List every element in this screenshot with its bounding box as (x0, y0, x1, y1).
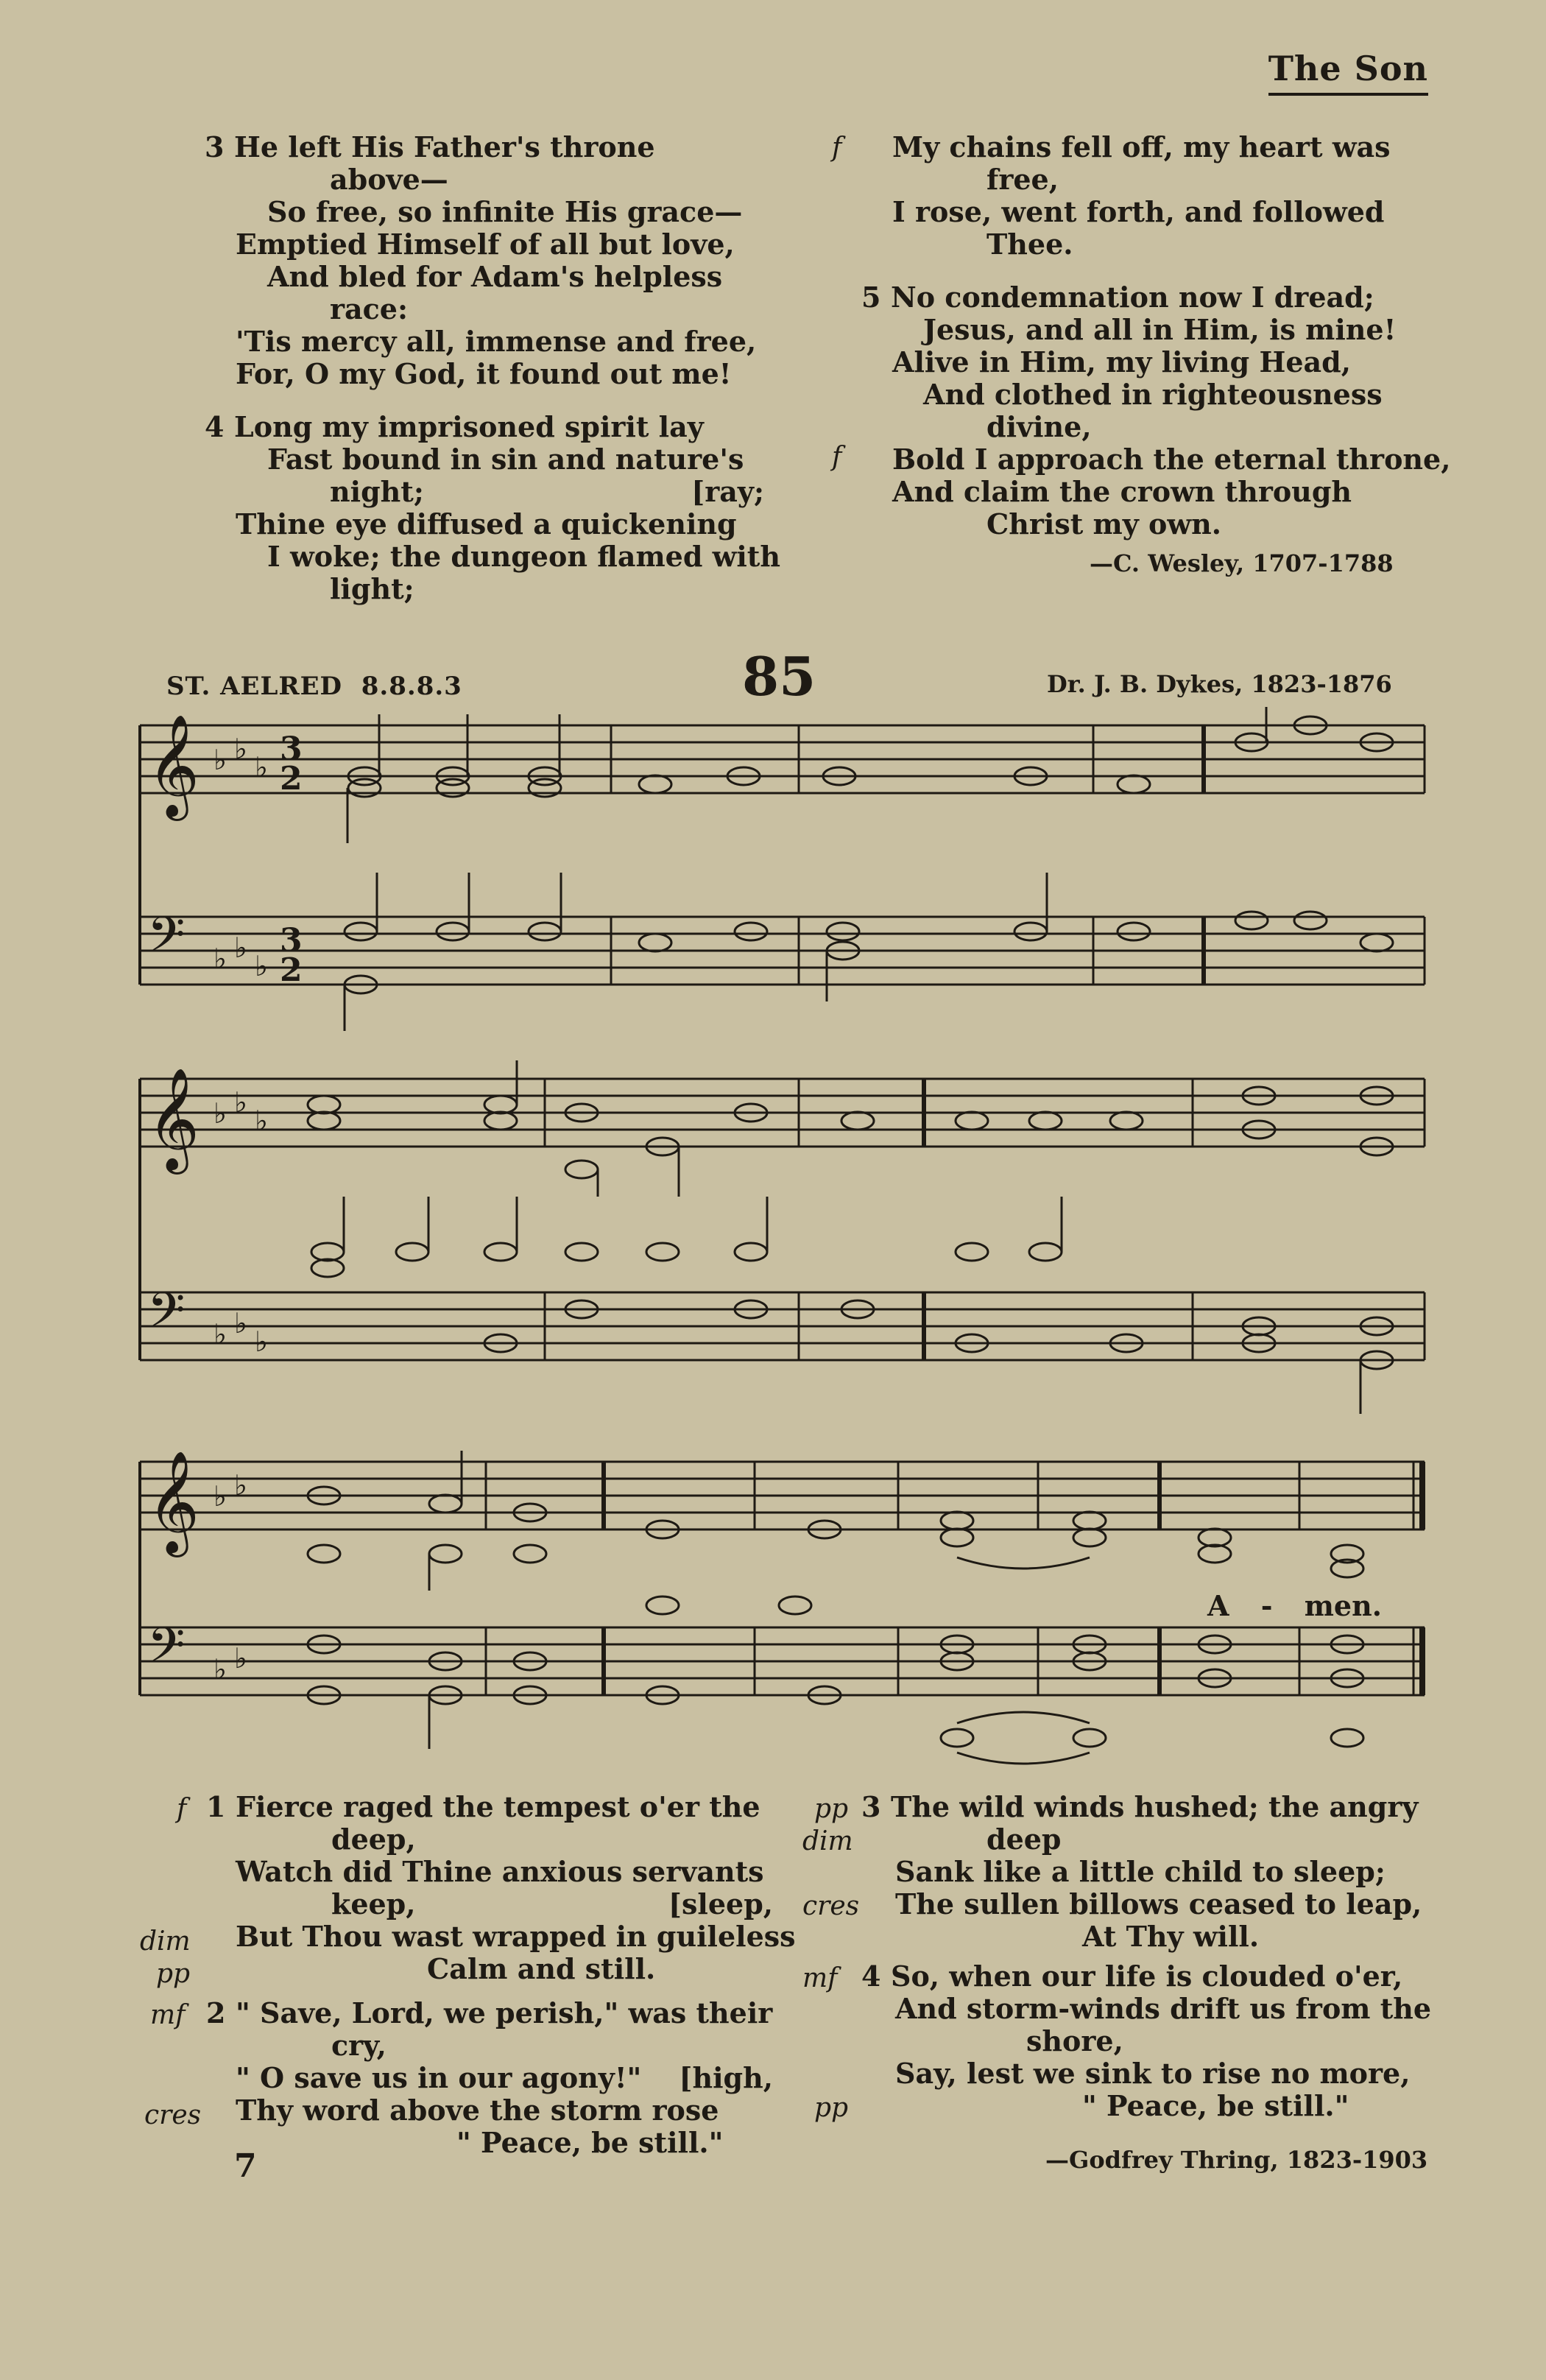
svg-text:♭: ♭ (234, 733, 247, 765)
svg-text:♭: ♭ (255, 1105, 268, 1137)
verse-number: 4 (205, 410, 225, 443)
svg-text:𝄞: 𝄞 (147, 714, 200, 817)
svg-text:♭: ♭ (255, 751, 268, 784)
verse-1: f 1 Fierce raged the tempest o'er the deep, Watch did Thine anxious servants keep, [sleep, But Thou wast wrapped in guileless Calm and still. dim pp (140, 1790, 796, 1989)
svg-text:𝄢: 𝄢 (147, 1617, 186, 1686)
page-number: 7 (234, 2147, 257, 2185)
svg-text:♭: ♭ (234, 1642, 247, 1675)
svg-text:♭: ♭ (213, 1653, 227, 1686)
verse-number: 3 (861, 1790, 881, 1823)
svg-text:♭: ♭ (234, 1469, 247, 1501)
svg-text:𝄢: 𝄢 (147, 1282, 186, 1351)
svg-text:♭: ♭ (255, 1325, 268, 1358)
svg-text:𝄢: 𝄢 (147, 906, 186, 975)
tune-name: ST. AELRED 8.8.8.3 (166, 672, 462, 701)
author-attribution: —Godfrey Thring, 1823-1903 (1045, 2146, 1428, 2174)
dynamic-mark: f (832, 133, 842, 163)
music-system-2 (0, 1060, 1546, 1443)
music-system-1 (0, 707, 1546, 1046)
svg-text:2: 2 (280, 951, 303, 989)
svg-text:♭: ♭ (255, 950, 268, 982)
verse-4: 4 Long my imprisoned spirit lay Fast bound in sin and nature's night; [ray; Thine eye diffused a quickening I woke; the dungeon flamed with light; (205, 410, 780, 605)
verse-number: 4 (861, 1960, 881, 1993)
svg-text:2: 2 (280, 760, 303, 798)
composer: Dr. J. B. Dykes, 1823-1876 (1047, 670, 1392, 698)
svg-text:♭: ♭ (213, 1097, 227, 1130)
svg-text:♭: ♭ (234, 1086, 247, 1119)
verse-3: pp 3 The wild winds hushed; the angry deep Sank like a little child to sleep; The sullen billows ceased to leap, At Thy will. dim cres (802, 1790, 1422, 1953)
svg-text:♭: ♭ (234, 1307, 247, 1339)
verse-3: 3 He left His Father's throne above— So free, so infinite His grace— Emptied Himself of all but love, And bled for Adam's helpless race: 'Tis mercy all, immense and free, For, O my God, it found out me! (205, 130, 757, 390)
verse-5: 5 No condemnation now I dread; Jesus, and all in Him, is mine! Alive in Him, my living Head, And clothed in righteousness divine, Bold I approach the eternal throne, And claim the crown through Christ my own. (861, 281, 1451, 541)
hymn-number: 85 (742, 645, 816, 708)
svg-text:♭: ♭ (213, 744, 227, 776)
svg-text:𝄞: 𝄞 (147, 1068, 200, 1170)
section-title: The Son (1268, 49, 1428, 96)
author-attribution: —C. Wesley, 1707-1788 (1090, 549, 1394, 577)
svg-text:♭: ♭ (213, 1318, 227, 1351)
svg-text:♭: ♭ (234, 932, 247, 964)
svg-text:♭: ♭ (213, 943, 227, 975)
svg-text:𝄞: 𝄞 (147, 1451, 200, 1553)
verse-number: 5 (861, 281, 881, 314)
svg-text:♭: ♭ (213, 1480, 227, 1513)
dynamic-mark: f (832, 442, 842, 472)
svg-text:3: 3 (280, 922, 303, 960)
meter: 8.8.8.3 (361, 672, 462, 701)
verse-4: mf 4 So, when our life is clouded o'er, And storm-winds drift us from the shore, Say, lest we sink to rise no more, " Peace, be still." pp (802, 1960, 1432, 2123)
amen-lyric: A - men. (1207, 1589, 1382, 1622)
svg-text:3: 3 (280, 730, 303, 768)
verse-number: 2 (206, 1996, 226, 2029)
verse-2: mf 2 " Save, Lord, we perish," was their cry, " O save us in our agony!" [high, Thy word above the storm rose " Peace, be still." cres (144, 1996, 773, 2159)
verse-number: 3 (205, 130, 225, 163)
verse-4-continued: My chains fell off, my heart was free, I rose, went forth, and followed Thee. (892, 130, 1391, 261)
verse-number: 1 (206, 1790, 226, 1823)
